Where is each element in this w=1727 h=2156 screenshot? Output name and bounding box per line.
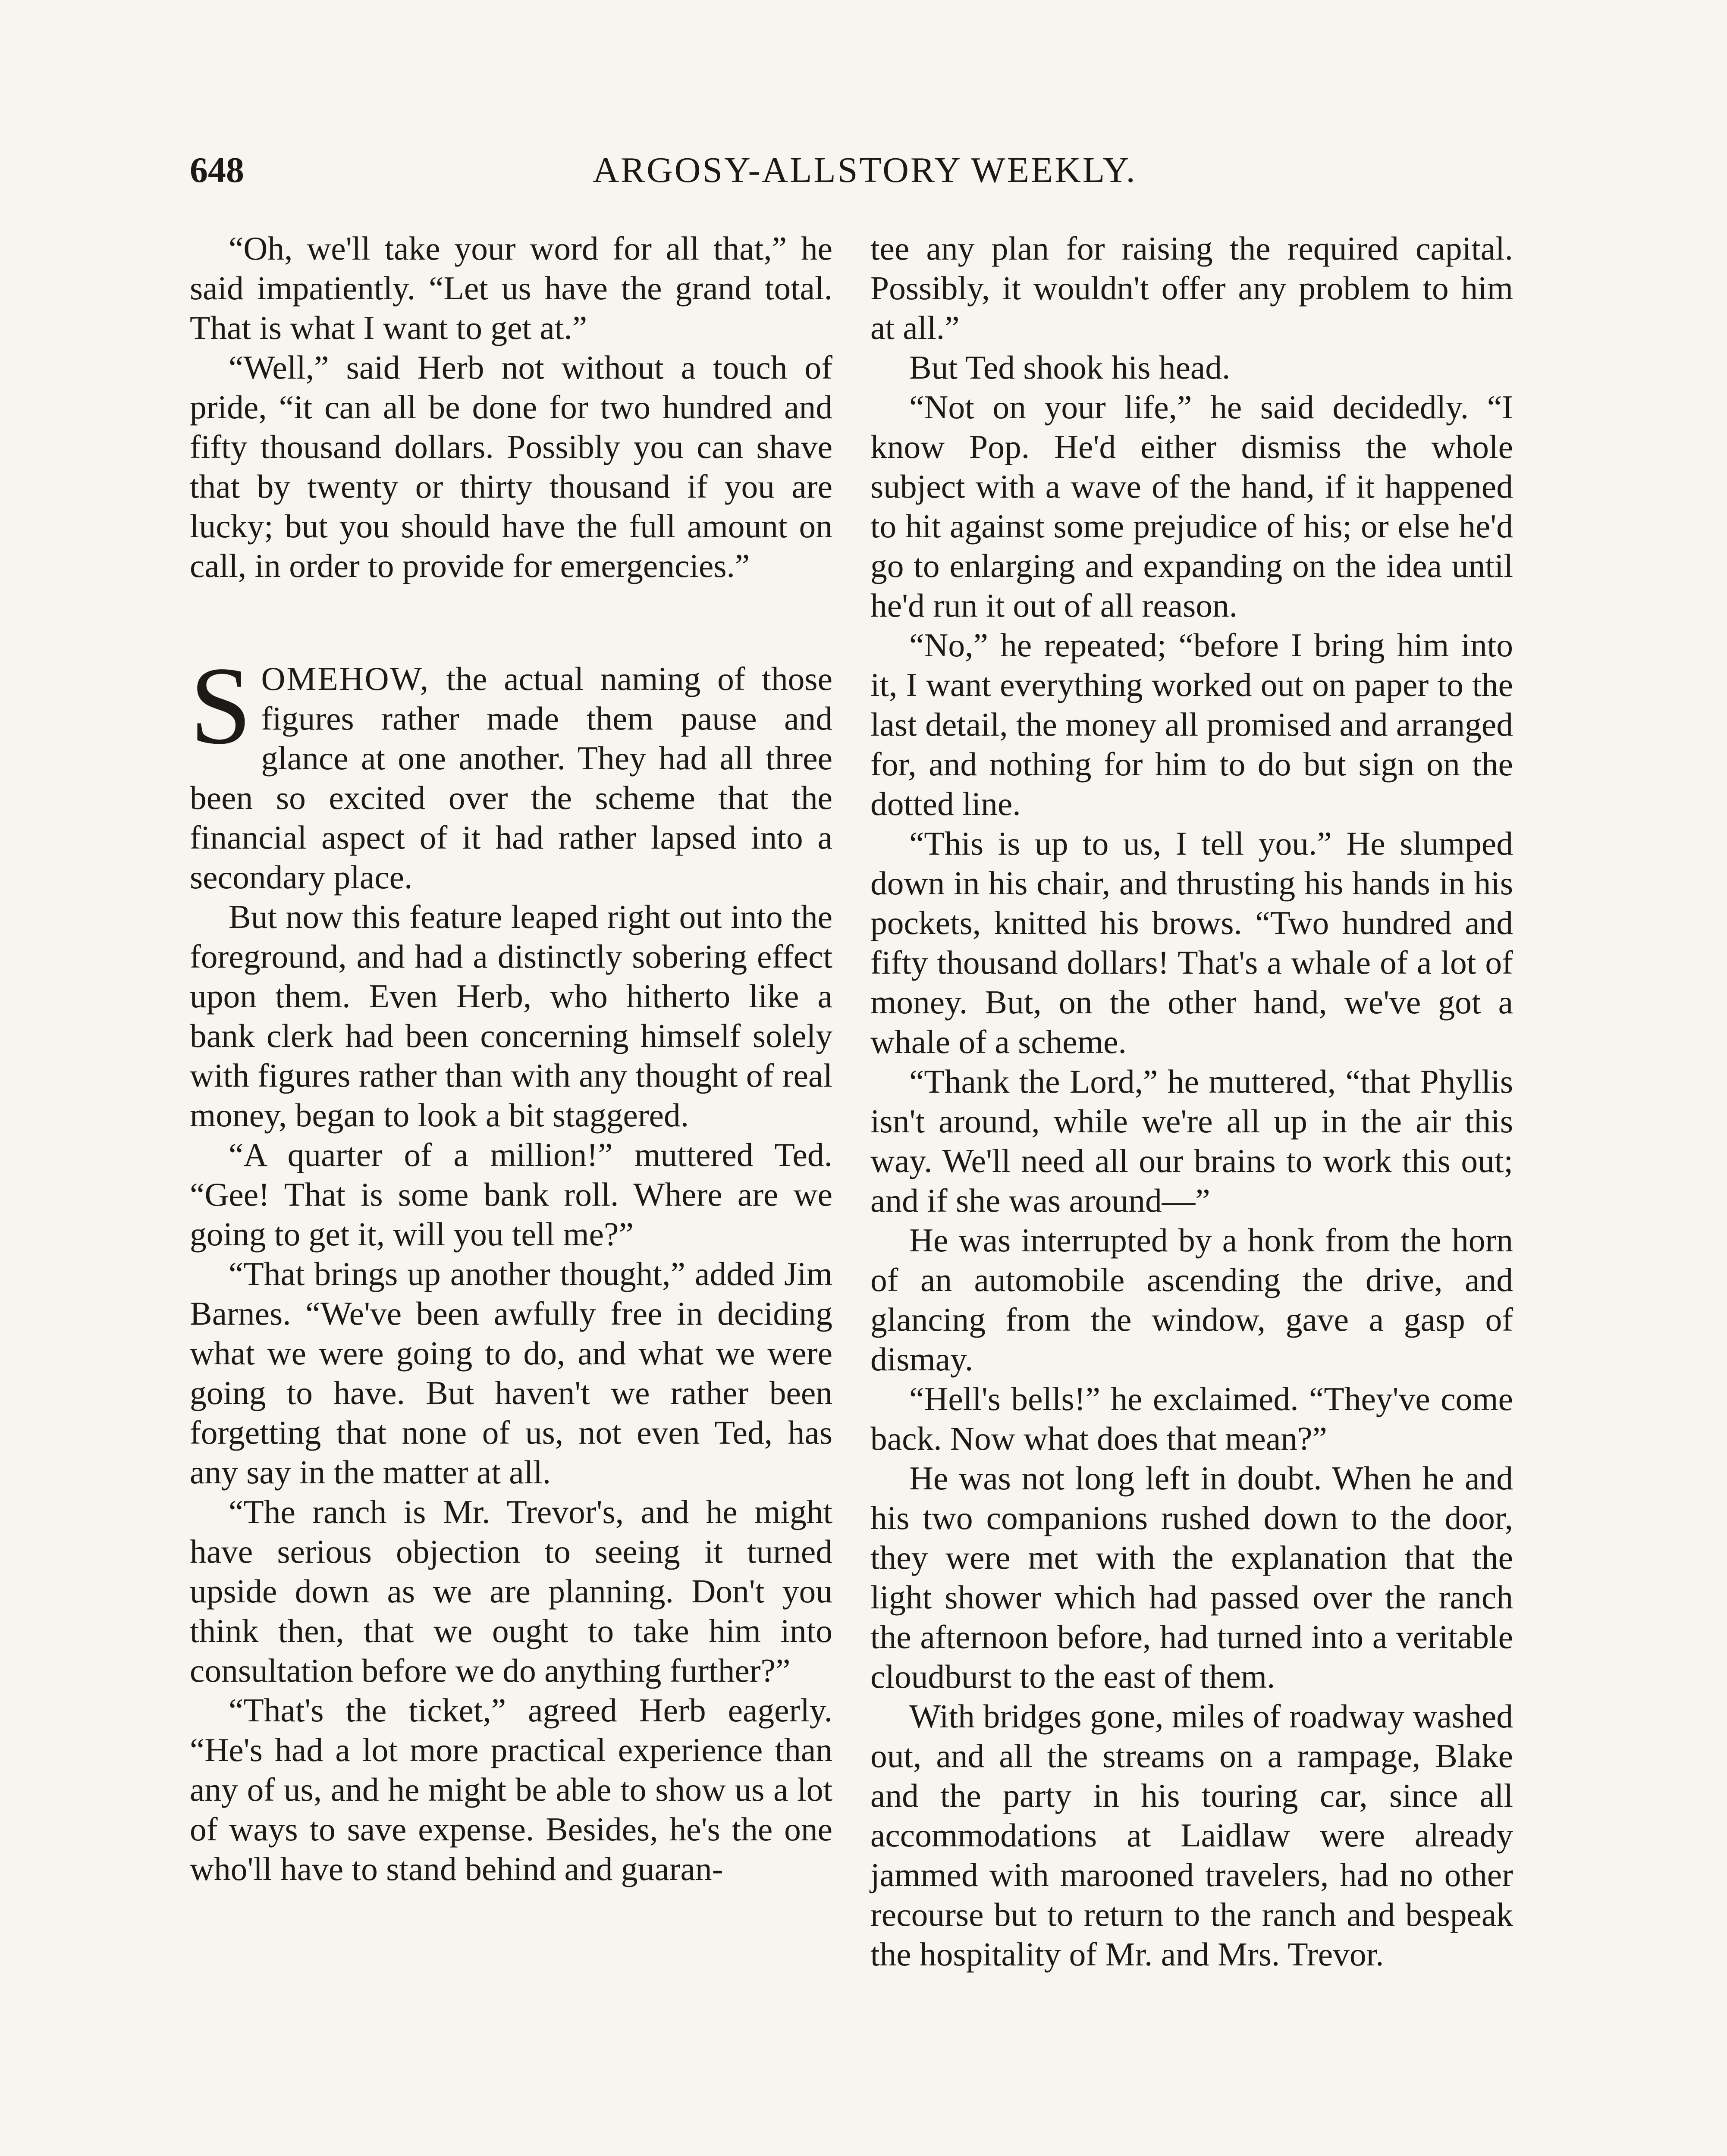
paragraph: “A quarter of a million!” muttered Ted. “Gee! That is some bank roll. Where are we going to get it, will you tell me?” <box>190 1136 832 1253</box>
left-column <box>190 229 832 1889</box>
paragraph: “Hell's bells!” he exclaimed. “They've come back. Now what does that mean?” <box>870 1380 1513 1457</box>
paragraph-section-opening <box>190 644 832 897</box>
paragraph: But now this feature leaped right out into the foreground, and had a distinctly sobering effect upon them. Even Herb, who hitherto like a bank clerk had been concerning himself solely with figures rather than with any thought of real money, began to look a bit staggered. <box>190 898 832 1134</box>
page-header <box>190 147 1540 194</box>
paragraph-text: the actual naming of those figures rather made them pause and glance at one another. They had all three been so excited over the scheme that the financial aspect of it had rather lapsed into a secondary place. <box>190 660 832 896</box>
paragraph: But Ted shook his head. <box>909 349 1231 386</box>
paragraph-continued: tee any plan for raising the required capital. Possibly, it wouldn't offer any problem to him at all.” <box>870 230 1513 346</box>
paragraph: “The ranch is Mr. Trevor's, and he might have serious objection to seeing it turned upside down as we are planning. Don't you think then, that we ought to take him into consultation before we do anything further?” <box>190 1493 832 1689</box>
drop-cap: S <box>190 644 252 767</box>
paragraph: “Not on your life,” he said decidedly. “I know Pop. He'd either dismiss the whole subject with a wave of the hand, if it happened to hit against some prejudice of his; or else he'd go to enlarging and expanding on the idea until he'd run it out of all reason. <box>870 389 1513 624</box>
paragraph: He was interrupted by a honk from the horn of an automobile ascending the drive, and glancing from the window, gave a gasp of dismay. <box>870 1222 1513 1378</box>
page-number: 648 <box>190 150 244 190</box>
section-lead-word: OMEHOW, <box>261 660 430 697</box>
paragraph: “This is up to us, I tell you.” He slumped down in his chair, and thrusting his hands in his pockets, knitted his brows. “Two hundred and fifty thousand dollars! That's a whale of a lot of money. But, on the other hand, we've got a whale of a scheme. <box>870 825 1513 1060</box>
paragraph: With bridges gone, miles of roadway washed out, and all the streams on a rampage, Blake and the party in his touring car, since all accommodations at Laidlaw were already jammed with marooned travelers, had no other recourse but to return to the ranch and bespeak the hospitality of Mr. and Mrs. Trevor. <box>870 1698 1513 1973</box>
paragraph: “Well,” said Herb not without a touch of pride, “it can all be done for two hundred and fifty thousand dollars. Possibly you can shave that by twenty or thirty thousand if you are lucky; but you should have the full amount on call, in order to provide for emergencies.” <box>190 349 832 584</box>
paragraph: “Oh, we'll take your word for all that,” he said impatiently. “Let us have the grand total. That is what I want to get at.” <box>190 230 832 346</box>
paragraph: “No,” he repeated; “before I bring him into it, I want everything worked out on paper to the last detail, the money all promised and arranged for, and nothing for him to do but sign on the dotted line. <box>870 627 1513 822</box>
paragraph: “That brings up another thought,” added Jim Barnes. “We've been awfully free in deciding what we were going to do, and what we were going to have. But haven't we rather been forgetting that none of us, not even Ted, has any say in the matter at all. <box>190 1255 832 1491</box>
paragraph: “That's the ticket,” agreed Herb eagerly. “He's had a lot more practical experience than any of us, and he might be able to show us a lot of ways to save expense. Besides, he's the one who'll have to stand behind and guaran- <box>190 1692 832 1887</box>
right-column <box>870 229 1513 1974</box>
paragraph: “Thank the Lord,” he muttered, “that Phyllis isn't around, while we're all up in the air this way. We'll need all our brains to work this out; and if she was around—” <box>870 1063 1513 1219</box>
running-head: ARGOSY-ALLSTORY WEEKLY. <box>593 150 1137 190</box>
section-break <box>190 586 832 659</box>
paragraph: He was not long left in doubt. When he and his two companions rushed down to the door, they were met with the explanation that the light shower which had passed over the ranch the afternoon before, had turned into a veritable cloudburst to the east of them. <box>870 1460 1513 1695</box>
